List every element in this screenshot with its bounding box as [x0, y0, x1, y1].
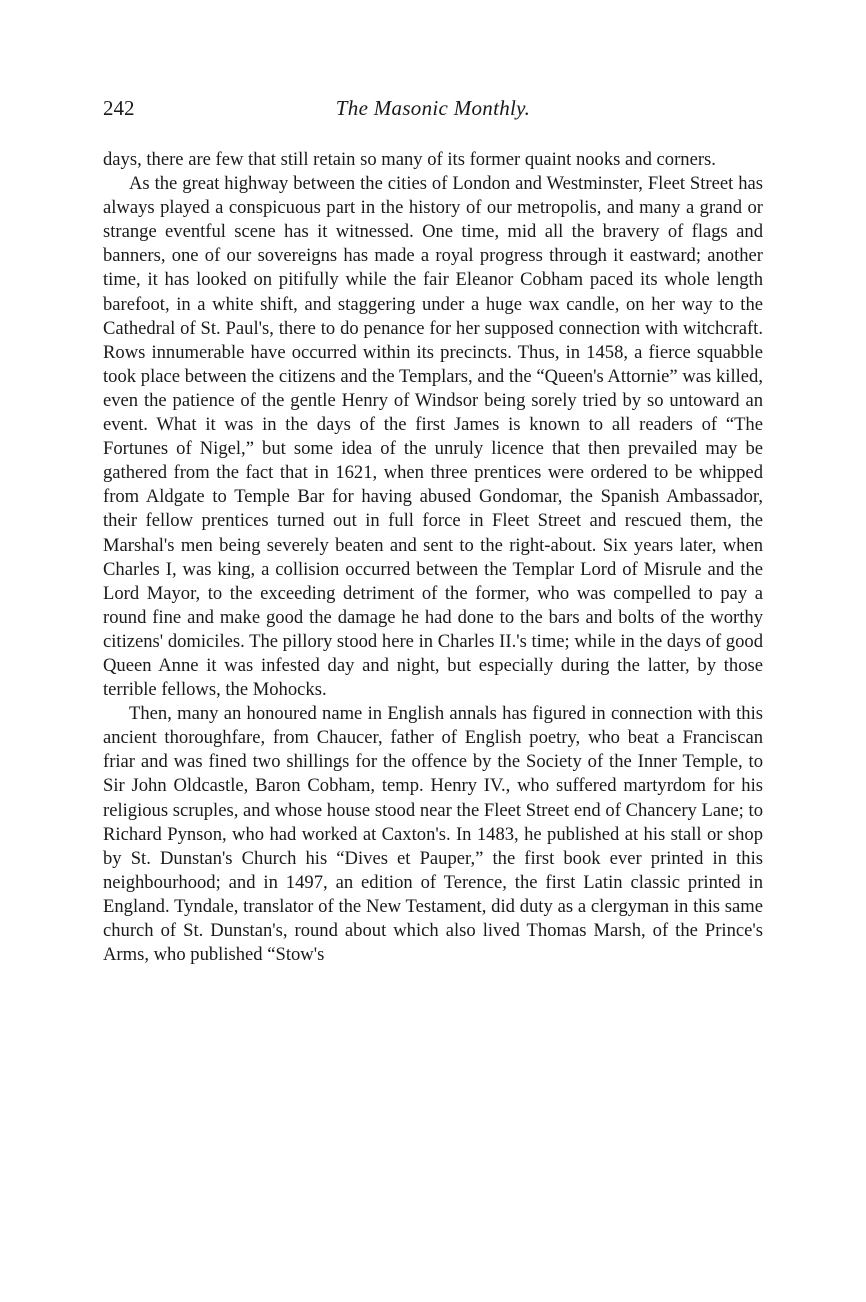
paragraph-continued: days, there are few that still retain so many of its former quaint nooks and corners.	[103, 149, 716, 170]
body-text	[103, 148, 763, 967]
journal-title: The Masonic Monthly.	[335, 96, 531, 120]
paragraph-honoured-names: Then, many an honoured name in English annals has figured in connection with this ancient thoroughfare, from Chaucer, father of English poetry, who beat a Franciscan friar and was fined two shillings for the offence by the Society of the Inner Temple, to Sir John Oldcastle, Baron Cobham, temp. Henry IV., who suffered martyrdom for his religious scruples, and whose house stood near the Fleet Street end of Chancery Lane; to Richard Pynson, who had worked at Caxton's. In 1483, he published at his stall or shop by St. Dunstan's Church his “Dives et Pauper,” the first book ever printed in this neighbourhood; and in 1497, an edition of Terence, the first Latin classic printed in England. Tyndale, translator of the New Testament, did duty as a clergyman in this same church of St. Dunstan's, round about which also lived Thomas Marsh, of the Prince's Arms, who published “Stow's	[103, 703, 763, 966]
book-page	[103, 96, 763, 967]
paragraph-fleet-street-history: As the great highway between the cities of London and Westminster, Fleet Street has always played a conspicuous part in the history of our metropolis, and many a grand or strange eventful scene has it witnessed. One time, mid all the bravery of flags and banners, one of our sovereigns has made a royal progress through it eastward; another time, it has looked on pitifully while the fair Eleanor Cobham paced its whole length barefoot, in a white shift, and staggering under a huge wax candle, on her way to the Cathedral of St. Paul's, there to do penance for her supposed connection with witchcraft. Rows innumerable have occurred within its precincts. Thus, in 1458, a fierce squabble took place between the citizens and the Templars, and the “Queen's Attornie” was killed, even the patience of the gentle Henry of Windsor being sorely tried by so untoward an event. What it was in the days of the first James is known to all readers of “The Fortunes of Nigel,” but some idea of the unruly licence that then prevailed may be gathered from the fact that in 1621, when three prentices were ordered to be whipped from Aldgate to Temple Bar for having abused Gondomar, the Spanish Ambassador, their fellow prentices turned out in full force in Fleet Street and rescued them, the Marshal's men being severely beaten and sent to the right-about. Six years later, when Charles I, was king, a collision occurred between the Templar Lord of Misrule and the Lord Mayor, to the exceeding detriment of the former, who was compelled to pay a round fine and make good the damage he had done to the bars and bolts of the worthy citizens' domiciles. The pillory stood here in Charles II.'s time; while in the days of good Queen Anne it was infested day and night, but especially during the latter, by those terrible fellows, the Mohocks.	[103, 173, 763, 701]
running-head	[103, 96, 763, 126]
page-number: 242	[103, 96, 135, 120]
